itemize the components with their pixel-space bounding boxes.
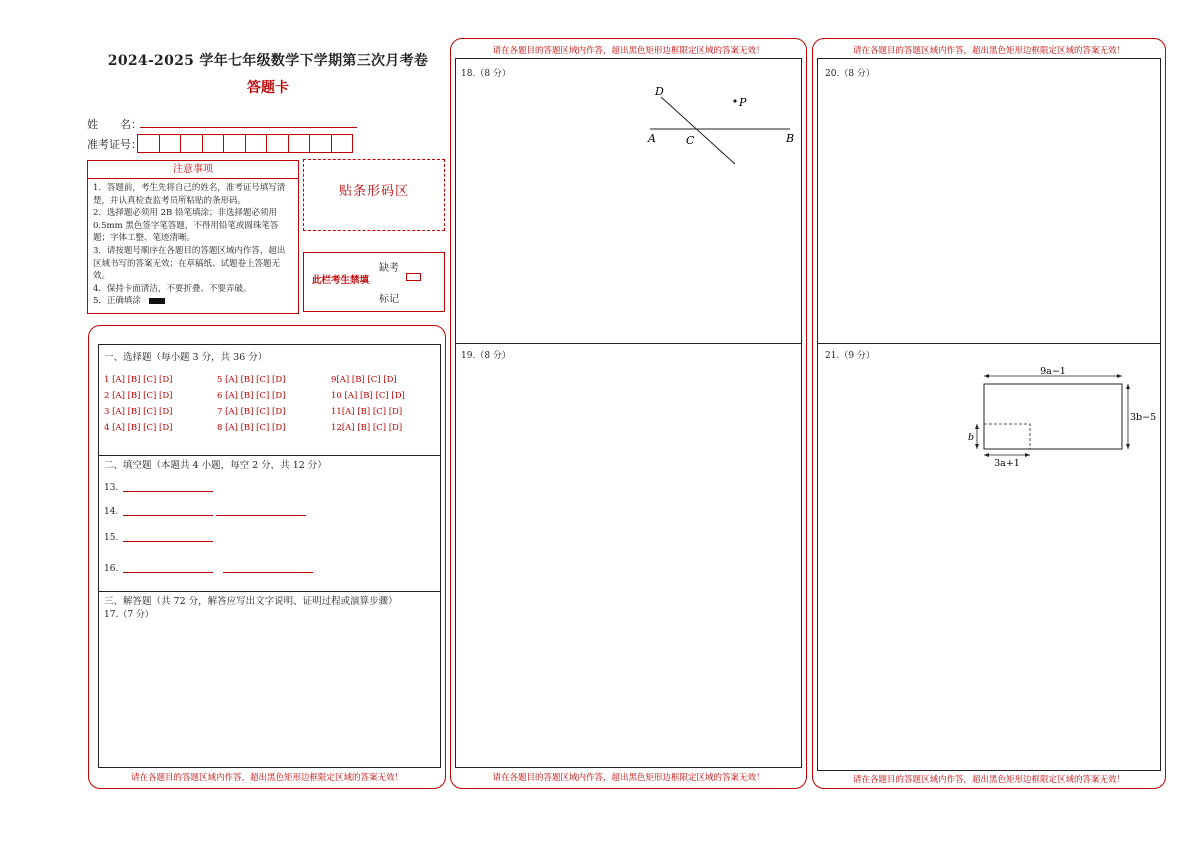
choice-item[interactable]: 8 [A] [B] [C] [D] — [217, 423, 286, 433]
id-digit-box[interactable] — [288, 134, 311, 153]
notice-item: 2．选择题必须用 2B 铅笔填涂；非选择题必须用 0.5mm 黑色签字笔答题，不得用铅笔或圆珠笔答题；字体工整、笔迹清晰。 — [93, 208, 279, 244]
id-digit-box[interactable] — [202, 134, 225, 153]
label-P: P — [739, 96, 747, 109]
label-A: A — [648, 132, 656, 145]
warning-text: 请在各题目的答题区域内作答，超出黑色矩形边框限定区域的答案无效！ — [852, 46, 1125, 56]
choice-item[interactable]: 3 [A] [B] [C] [D] — [104, 407, 173, 417]
warning-text: 请在各题目的答题区域内作答，超出黑色矩形边框限定区域的答案无效！ — [492, 773, 765, 783]
notice-item: 1．答题前，考生先将自己的姓名，准考证号填写清楚，并认真检查监考员所粘贴的条形码。 — [93, 183, 286, 206]
id-digit-box[interactable] — [331, 134, 354, 153]
id-digit-box[interactable] — [180, 134, 203, 153]
dim-right-label: 3b−5 — [1130, 412, 1157, 423]
blank-14a[interactable] — [123, 515, 213, 516]
line-DC — [661, 97, 735, 164]
q18-figure — [640, 80, 800, 170]
blank-14b[interactable] — [216, 515, 306, 516]
choice-item[interactable]: 4 [A] [B] [C] [D] — [104, 423, 173, 433]
id-label: 准考证号： — [87, 138, 142, 151]
choice-item[interactable]: 12[A] [B] [C] [D] — [331, 423, 403, 433]
blank-15[interactable] — [123, 541, 213, 542]
notice-box — [87, 160, 299, 314]
blank-13[interactable] — [123, 491, 213, 492]
id-digit-box[interactable] — [266, 134, 289, 153]
large-rectangle — [984, 384, 1122, 449]
label-B: B — [786, 132, 795, 145]
section1-heading: 一、选择题（每小题 3 分，共 36 分） — [104, 352, 268, 363]
notice-heading: 注意事项 — [88, 161, 298, 179]
label-C: C — [686, 134, 695, 147]
question-13-label: 13. — [104, 483, 119, 493]
section2-heading: 二、填空题（本题共 4 小题，每空 2 分，共 12 分） — [104, 460, 327, 471]
fill-example-row — [93, 295, 293, 308]
question-19-label: 19.（8 分） — [461, 351, 511, 361]
notice-item: 4．保持卡面清洁，不要折叠、不要弄破。 — [93, 283, 252, 294]
absent-checkbox[interactable] — [406, 273, 421, 281]
question-18-label: 18.（8 分） — [461, 69, 511, 79]
label-D: D — [655, 85, 664, 98]
name-field[interactable] — [140, 127, 357, 128]
question-15-label: 15. — [104, 533, 119, 543]
page-subtitle: 答题卡 — [247, 80, 289, 96]
question-21-label: 21.（9 分） — [825, 351, 875, 361]
question-16-label: 16. — [104, 564, 119, 574]
id-digit-box[interactable] — [137, 134, 160, 153]
question-14-label: 14. — [104, 507, 119, 517]
choice-item[interactable]: 7 [A] [B] [C] [D] — [217, 407, 286, 417]
choice-item[interactable]: 9[A] [B] [C] [D] — [331, 375, 397, 385]
absent-mark-label: 缺考 — [379, 263, 399, 274]
choice-item[interactable]: 10 [A] [B] [C] [D] — [331, 391, 405, 401]
id-digit-box[interactable] — [223, 134, 246, 153]
question-20-label: 20.（8 分） — [825, 69, 875, 79]
q21-figure — [960, 362, 1160, 472]
dim-top-label: 9a−1 — [1040, 366, 1066, 377]
id-digit-box[interactable] — [159, 134, 182, 153]
blank-16b[interactable] — [223, 572, 313, 573]
page-title: 2024-2025 学年七年级数学下学期第三次月考卷 — [107, 53, 429, 69]
absent-mark-box — [303, 252, 445, 312]
dim-bottom-label: 3a+1 — [994, 458, 1020, 469]
absent-note: 此栏考生禁填 — [312, 275, 370, 286]
choice-item[interactable]: 1 [A] [B] [C] [D] — [104, 375, 173, 385]
choice-item[interactable]: 11[A] [B] [C] [D] — [331, 407, 403, 417]
fill-example-label: 5．正确填涂 — [93, 296, 141, 307]
name-label: 姓 名： — [87, 118, 142, 131]
warning-text: 请在各题目的答题区域内作答，超出黑色矩形边框限定区域的答案无效！ — [130, 773, 403, 783]
id-digit-box[interactable] — [245, 134, 268, 153]
id-digit-box[interactable] — [309, 134, 332, 153]
filled-mark-sample — [149, 298, 165, 304]
choice-item[interactable]: 2 [A] [B] [C] [D] — [104, 391, 173, 401]
dim-left-label: b — [968, 432, 975, 443]
blank-16a[interactable] — [123, 572, 213, 573]
barcode-area: 贴条形码区 — [303, 159, 445, 231]
section3-heading: 三、解答题（共 72 分，解答应写出文字说明、证明过程或演算步骤） — [104, 596, 398, 607]
small-dashed-rectangle — [984, 424, 1030, 449]
warning-text: 请在各题目的答题区域内作答，超出黑色矩形边框限定区域的答案无效！ — [852, 775, 1125, 785]
choice-item[interactable]: 5 [A] [B] [C] [D] — [217, 375, 286, 385]
id-number-boxes[interactable] — [138, 134, 353, 153]
absent-mark-label-2: 标记 — [379, 294, 399, 305]
warning-text: 请在各题目的答题区域内作答，超出黑色矩形边框限定区域的答案无效！ — [492, 46, 765, 56]
notice-item: 3．请按题号顺序在各题目的答题区域内作答，超出区域书写的答案无效；在草稿纸、试题卷上答题无效。 — [93, 245, 286, 282]
question-17-label: 17.（7 分） — [104, 610, 154, 620]
point-P — [733, 99, 736, 102]
choice-item[interactable]: 6 [A] [B] [C] [D] — [217, 391, 286, 401]
